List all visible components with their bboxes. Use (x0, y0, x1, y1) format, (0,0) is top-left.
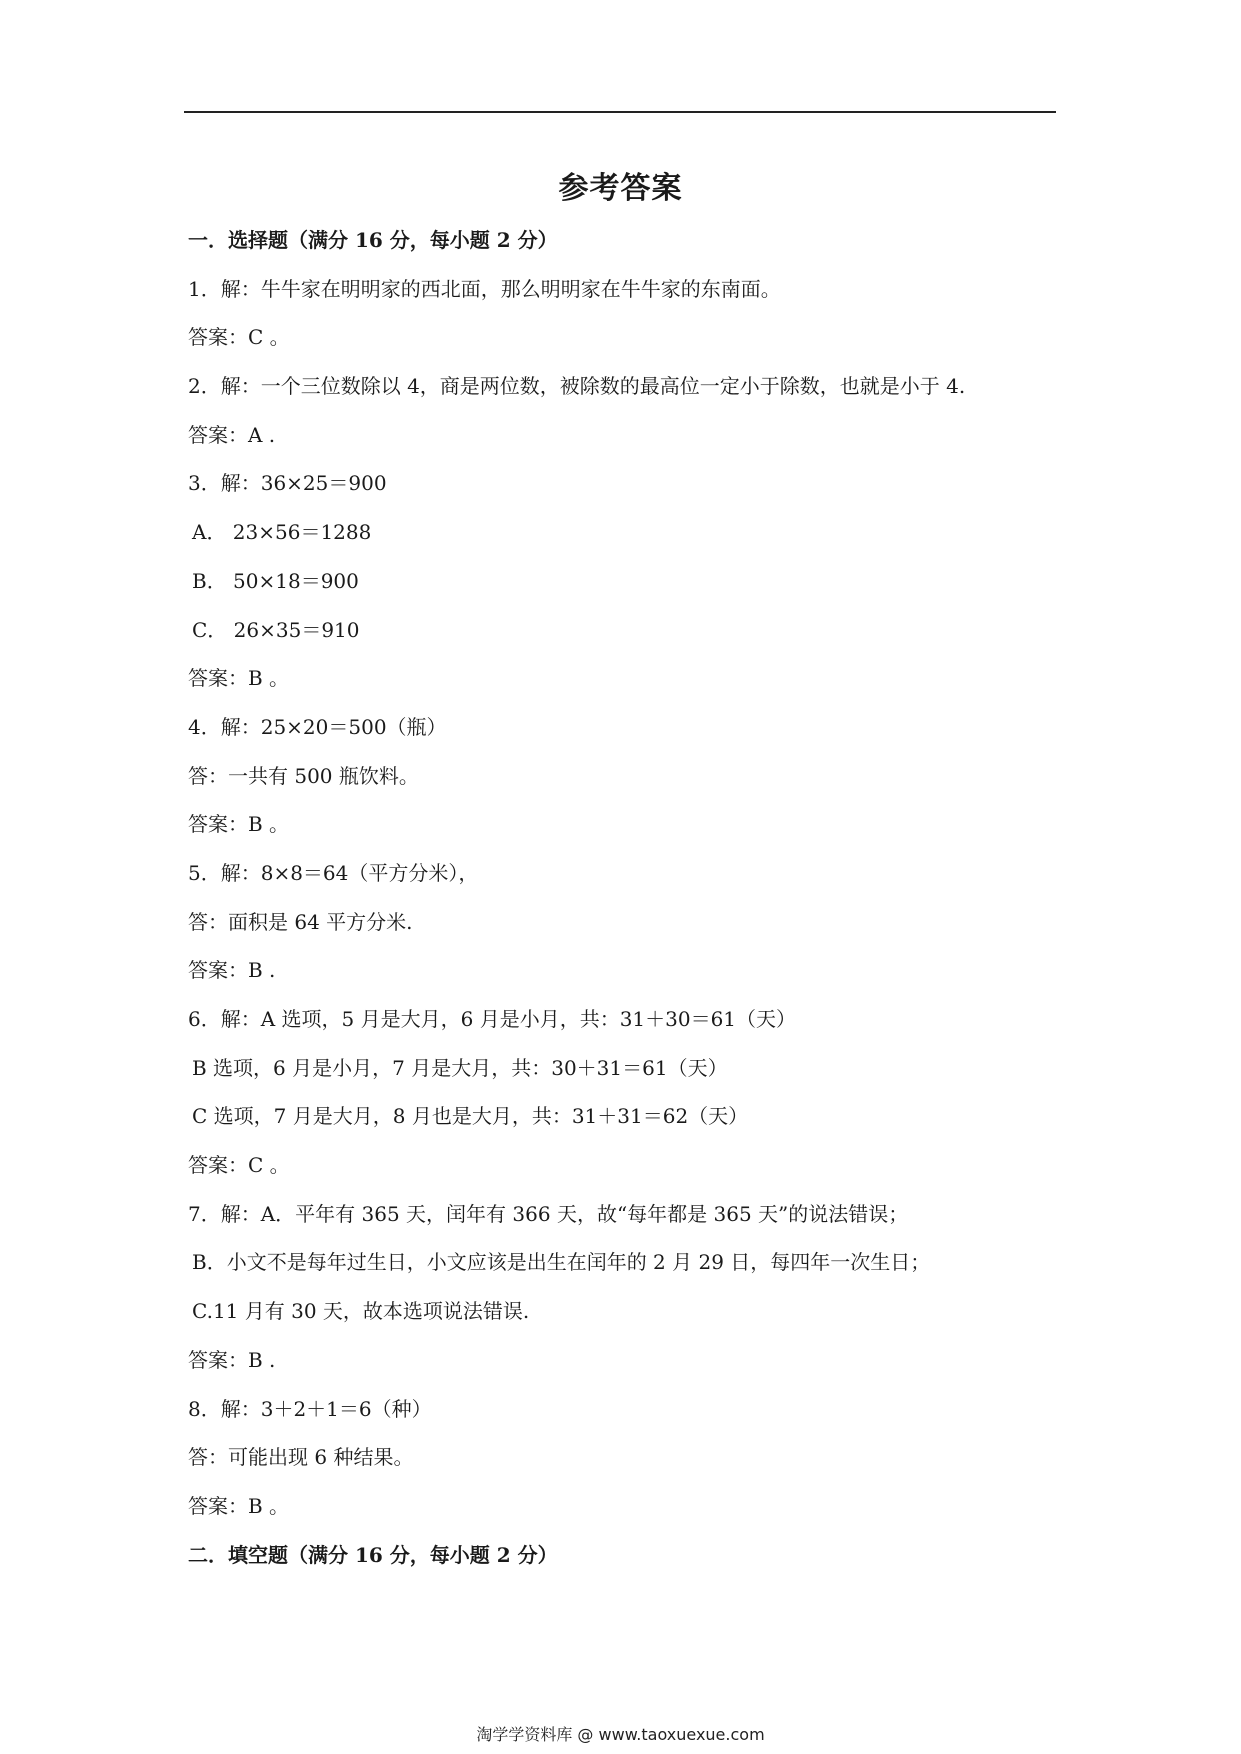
text-line: 答：可能出现 6 种结果。 (188, 1445, 414, 1470)
text-line: 8．解：3＋2＋1＝6（种） (188, 1396, 432, 1421)
text-line: 答案：A . (188, 422, 276, 447)
text-line: 答案：C 。 (188, 1153, 290, 1178)
header-rule (184, 111, 1056, 113)
text-line: 3．解：36×25＝900 (188, 471, 387, 496)
section-heading: 一．选择题（满分 16 分，每小题 2 分） (188, 228, 558, 252)
text-line: 1．解：牛牛家在明明家的西北面，那么明明家在牛牛家的东南面。 (188, 276, 781, 301)
text-line: 答案：B 。 (188, 812, 290, 837)
text-line: 答：一共有 500 瓶饮料。 (188, 763, 419, 788)
text-line: 答案：B . (188, 958, 276, 983)
text-line: 答案：B 。 (188, 1493, 290, 1518)
text-line: C 选项，7 月是大月，8 月也是大月，共：31＋31＝62（天） (192, 1104, 749, 1129)
text-line: 答：面积是 64 平方分米. (188, 909, 413, 934)
text-line: C． 26×35＝910 (192, 617, 360, 642)
text-line: A． 23×56＝1288 (192, 520, 372, 545)
footer-watermark: 淘学学资料库 @ www.taoxuexue.com (476, 1725, 765, 1744)
text-line: 答案：B . (188, 1347, 276, 1372)
text-line: B．小文不是每年过生日，小文应该是出生在闰年的 2 月 29 日，每四年一次生日； (192, 1250, 931, 1275)
text-line: B． 50×18＝900 (192, 568, 359, 593)
text-line: 答案：B 。 (188, 666, 290, 691)
text-line: 答案：C 。 (188, 325, 290, 350)
answer-content (188, 228, 1068, 1591)
text-line: 2．解：一个三位数除以 4，商是两位数，被除数的最高位一定小于除数，也就是小于 4. (188, 374, 966, 399)
text-line: C.11 月有 30 天，故本选项说法错误. (192, 1299, 530, 1324)
text-line: 6．解：A 选项，5 月是大月，6 月是小月，共：31＋30＝61（天） (188, 1007, 797, 1031)
page-title: 参考答案 (558, 171, 683, 206)
text-line: B 选项，6 月是小月，7 月是大月，共：30＋31＝61（天） (192, 1055, 728, 1080)
section-heading: 二．填空题（满分 16 分，每小题 2 分） (188, 1542, 558, 1567)
text-line: 4．解：25×20＝500（瓶） (188, 714, 447, 739)
text-line: 5．解：8×8＝64（平方分米）， (188, 860, 479, 885)
text-line: 7．解：A．平年有 365 天，闰年有 366 天，故“每年都是 365 天”的说法错误； (188, 1201, 909, 1226)
